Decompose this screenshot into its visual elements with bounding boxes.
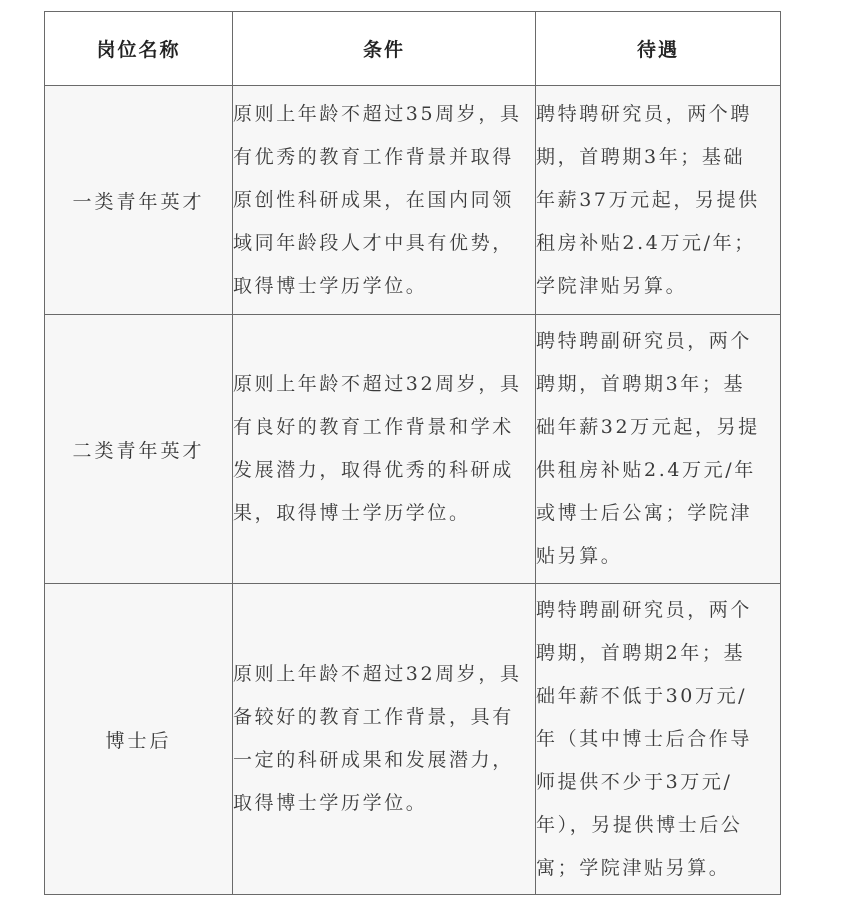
- benefits-line: 寓；学院津贴另算。: [536, 856, 731, 879]
- conditions-cell: [233, 315, 536, 584]
- benefits-line: 租房补贴2.4万元/年；: [536, 231, 756, 254]
- benefits-cell: [536, 315, 781, 584]
- conditions-line: 果，取得博士学历学位。: [233, 502, 471, 524]
- benefits-line: 础年薪32万元起，另提: [536, 416, 760, 438]
- header-benefits: 待遇: [536, 12, 781, 86]
- conditions-line: 取得博士学历学位。: [233, 792, 428, 814]
- benefits-line: 供租房补贴2.4万元/年: [536, 459, 756, 481]
- table-row: [45, 86, 781, 315]
- position-name-cell: 博士后: [45, 584, 233, 895]
- conditions-line: 原则上年龄不超过32周岁，具: [233, 663, 522, 685]
- header-row: [45, 12, 781, 86]
- benefits-line: 贴另算。: [536, 545, 623, 567]
- conditions-line: 原则上年龄不超过35周岁，具: [233, 102, 522, 125]
- benefits-line: 聘特聘研究员，两个聘: [536, 102, 753, 125]
- conditions-line: 原创性科研成果，在国内同领: [233, 188, 514, 211]
- conditions-cell: [233, 86, 536, 315]
- conditions-line: 一定的科研成果和发展潜力，: [233, 749, 514, 771]
- benefits-line: 聘期，首聘期2年；基: [536, 641, 746, 664]
- benefits-line: 期，首聘期3年；基础: [536, 145, 746, 168]
- conditions-cell: [233, 584, 536, 895]
- table-row: [45, 584, 781, 895]
- benefits-line: 础年薪不低于30万元/: [536, 684, 748, 707]
- benefits-line: 年），另提供博士后公: [536, 813, 743, 836]
- benefits-line: 聘期，首聘期3年；基: [536, 373, 746, 395]
- benefits-cell: [536, 584, 781, 895]
- benefits-line: 聘特聘副研究员，两个: [536, 330, 753, 352]
- header-conditions: 条件: [233, 12, 536, 86]
- benefits-line: 师提供不少于3万元/: [536, 770, 733, 793]
- benefits-line: 或博士后公寓；学院津: [536, 502, 753, 524]
- conditions-line: 原则上年龄不超过32周岁，具: [233, 373, 522, 395]
- benefits-line: 年（其中博士后合作导: [536, 727, 753, 750]
- header-position-name: 岗位名称: [45, 12, 233, 86]
- talent-positions-table: [44, 11, 781, 895]
- conditions-line: 域同年龄段人才中具有优势，: [233, 231, 514, 254]
- conditions-line: 取得博士学历学位。: [233, 274, 428, 297]
- table-row: [45, 315, 781, 584]
- conditions-line: 备较好的教育工作背景，具有: [233, 706, 514, 728]
- position-name-cell: 一类青年英才: [45, 86, 233, 315]
- conditions-line: 有优秀的教育工作背景并取得: [233, 145, 514, 168]
- benefits-line: 学院津贴另算。: [536, 274, 688, 297]
- benefits-cell: [536, 86, 781, 315]
- conditions-line: 发展潜力，取得优秀的科研成: [233, 459, 514, 481]
- conditions-line: 有良好的教育工作背景和学术: [233, 416, 514, 438]
- benefits-line: 年薪37万元起，另提供: [536, 188, 760, 211]
- position-name-cell: 二类青年英才: [45, 315, 233, 584]
- benefits-line: 聘特聘副研究员，两个: [536, 598, 753, 621]
